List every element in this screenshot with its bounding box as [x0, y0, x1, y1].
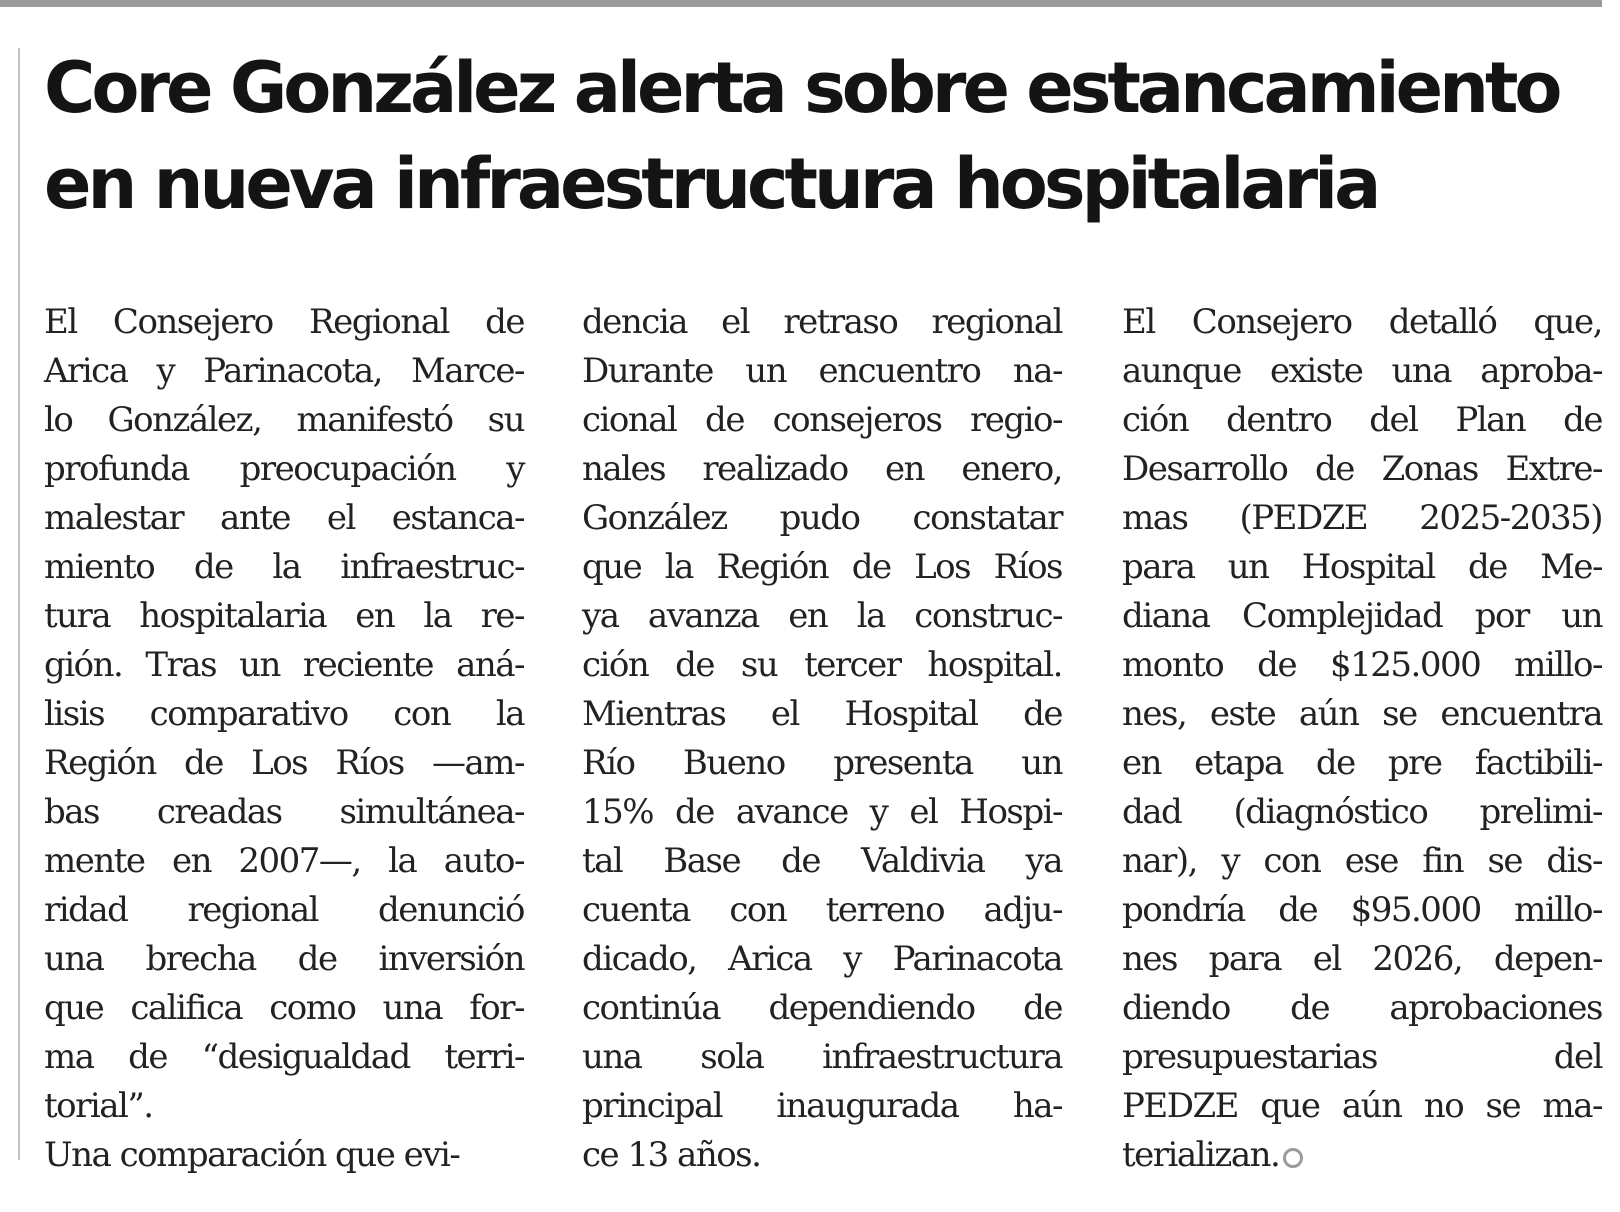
article-line: que califica como una for- — [44, 988, 524, 1028]
article-line: diana Complejidad por un — [1122, 596, 1602, 636]
article-line: pondría de $95.000 millo- — [1122, 890, 1602, 930]
headline-line-2: en nueva infraestructura hospitalaria — [44, 143, 1378, 225]
article-line: dencia el retraso regional — [582, 302, 1062, 342]
article-line: Río Bueno presenta un — [582, 743, 1062, 783]
article-line: cional de consejeros regio- — [582, 400, 1062, 440]
article-line: miento de la infraestruc- — [44, 547, 524, 587]
end-of-article-circle-icon — [1283, 1148, 1303, 1168]
article-line: diendo de aprobaciones — [1122, 988, 1602, 1028]
article-line: bas creadas simultánea- — [44, 792, 524, 832]
article-line: tal Base de Valdivia ya — [582, 841, 1062, 881]
article-column-1 — [44, 298, 524, 1180]
headline-line-1: Core González alerta sobre estancamiento — [44, 47, 1559, 129]
article-line: Durante un encuentro na- — [582, 351, 1062, 391]
article-line: presupuestarias del — [1122, 1037, 1602, 1077]
article-line: una brecha de inversión — [44, 939, 524, 979]
article-line: Una comparación que evi- — [44, 1135, 460, 1175]
article-line: PEDZE que aún no se ma- — [1122, 1086, 1602, 1126]
article-line: continúa dependiendo de — [582, 988, 1062, 1028]
article-line: ción de su tercer hospital. — [582, 645, 1062, 685]
article-column-2 — [582, 298, 1062, 1180]
article-line: dad (diagnóstico prelimi- — [1122, 792, 1602, 832]
article-line: González pudo constatar — [582, 498, 1062, 538]
article-line: tura hospitalaria en la re- — [44, 596, 524, 636]
article-line: gión. Tras un reciente aná- — [44, 645, 524, 685]
article-line: mente en 2007—, la auto- — [44, 841, 524, 881]
article-line: El Consejero Regional de — [44, 302, 524, 342]
headline — [44, 40, 1604, 232]
article-line: profunda preocupación y — [44, 449, 524, 489]
article-line: que la Región de Los Ríos — [582, 547, 1062, 587]
article-line: una sola infraestructura — [582, 1037, 1062, 1077]
article-line: lisis comparativo con la — [44, 694, 524, 734]
article-line: monto de $125.000 millo- — [1122, 645, 1602, 685]
article-line: nales realizado en enero, — [582, 449, 1062, 489]
article-line: 15% de avance y el Hospi- — [582, 792, 1062, 832]
article-line: aunque existe una aproba- — [1122, 351, 1602, 391]
article-line: Desarrollo de Zonas Extre- — [1122, 449, 1602, 489]
article-line: Región de Los Ríos —am- — [44, 743, 524, 783]
article-line: nes, este aún se encuentra — [1122, 694, 1602, 734]
article-line: lo González, manifestó su — [44, 400, 524, 440]
article-line: Arica y Parinacota, Marce- — [44, 351, 524, 391]
article-line: cuenta con terreno adju- — [582, 890, 1062, 930]
article-line: principal inaugurada ha- — [582, 1086, 1062, 1126]
top-rule — [0, 0, 1602, 7]
article-column-3 — [1122, 298, 1602, 1180]
article-line: ce 13 años. — [582, 1135, 761, 1175]
article-line: Mientras el Hospital de — [582, 694, 1062, 734]
article-line: ridad regional denunció — [44, 890, 524, 930]
article-line: El Consejero detalló que, — [1122, 302, 1602, 342]
article-line: ya avanza en la construc- — [582, 596, 1062, 636]
article-line: ma de “desigualdad terri- — [44, 1037, 524, 1077]
article-line: ción dentro del Plan de — [1122, 400, 1602, 440]
article-line: dicado, Arica y Parinacota — [582, 939, 1062, 979]
article-line: mas (PEDZE 2025-2035) — [1122, 498, 1602, 538]
article-line: para un Hospital de Me- — [1122, 547, 1602, 587]
article-line: torial”. — [44, 1086, 153, 1126]
article-line: terializan. — [1122, 1131, 1602, 1180]
article-line: nes para el 2026, depen- — [1122, 939, 1602, 979]
article-line: en etapa de pre factibili- — [1122, 743, 1602, 783]
article-line: malestar ante el estanca- — [44, 498, 524, 538]
article-line: nar), y con ese fin se dis- — [1122, 841, 1602, 881]
left-column-rule — [18, 48, 20, 1160]
